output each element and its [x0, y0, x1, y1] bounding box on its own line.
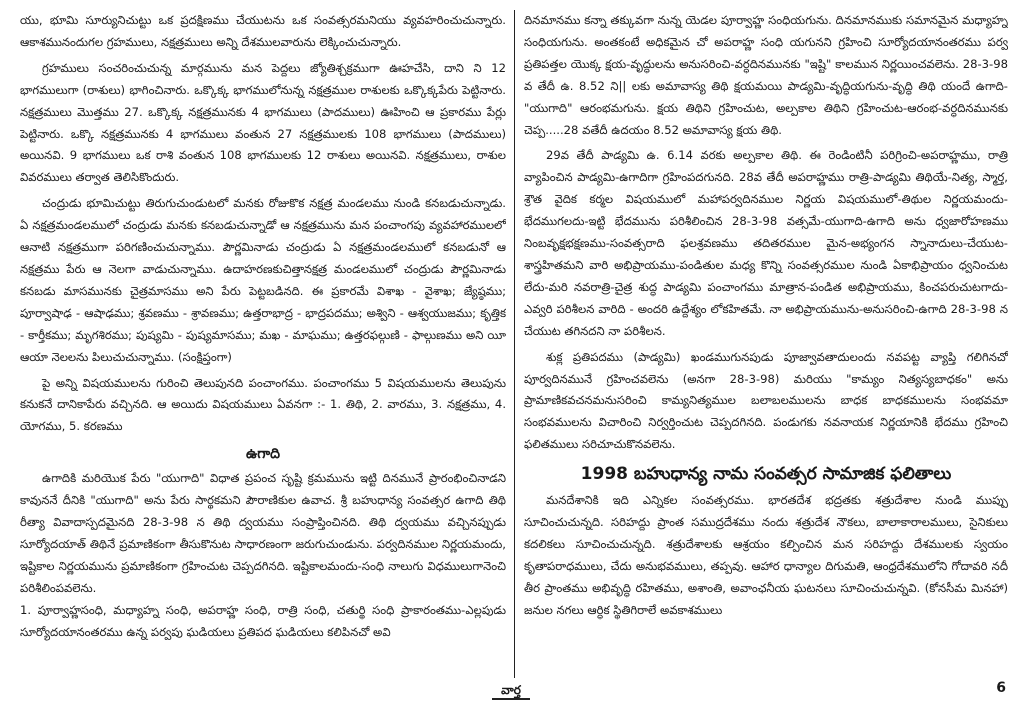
- publication-logo: వార్త: [492, 682, 530, 700]
- paragraph: దినమానము కన్నా తక్కువగా నున్న యెడల పూర్వాహ్ణ సంధియగును. దినమానముకు సమానమైన మధ్యాహ్న సంధియగును. అంతకంటే అధికమైన చో అపరాహ్ణ సంధి యగునని గ్రహించి సూర్యోదయానంతరము పర్వ ప్రతిపత్తల యొక్క క్షయ-వృద్ధులను అనుసరించి-వర్ధదినమునకు "ఇష్టి" కాలమున నిర్ణయించవలెను. 28-3-98 వ తేదీ ఉ. 8.52 ని|| లకు అమావాస్య తిథి క్షయమయి పాడ్యమి-వృద్ధియగును-వృద్ధి తిథి యందే ఉగాది-"యుగాది" ఆరంభమగును. క్షయ తిథిని గ్రహించుట, అల్పకాల తిథిని గ్రహించుట-ఆరంభ-వర్ధదినమునకు చెప్ప.....28 వతేదీ ఉదయం 8.52 అమావాస్య క్షయ తిథి.: [524, 13, 1008, 137]
- page-number: 6: [996, 680, 1006, 696]
- paragraph: యు, భూమి సూర్యునిచుట్టు ఒక ప్రదక్షిణము చేయుటను ఒక సంవత్సరమనియు వ్యవహరించుచున్నారు. ఆకాశమునందుగల గ్రహములు, నక్షత్రములు అన్ని దేశములవారును లెక్కించుచున్నారు.: [20, 13, 506, 49]
- paragraph: మనదేశానికి ఇది ఎన్నికల సంవత్సరము. భారతదేశ భద్రతకు శత్రుదేశాల నుండి ముప్పు సూచించుచున్నది. సరిహద్దు ప్రాంత సముద్రదేశము నందు శత్రుదేశ నౌకలు, బాలాకారాలములు, సైనికులు కదలికలు సూచించుచున్నది. శత్రుదేశాలకు ఆశ్రయం కల్పించిన మన సరిహద్దు దేశములకు స్వయం కృతాపరాధములు, చేదు అనుభవములు, తప్పవు. ఆహార ధాన్యాల దిగుమతి, ఆంధ్రదేశములోని గోదావరి నదీ తీర ప్రాంతము అభివృద్ధి రహితము, అశాంతి, అవాంఛనీయ ఘటనలు సూచించుచున్నవి. (కోనసీమ మినహా) జనుల నగలు ఆర్ధిక స్థితిగిరాలే అవకాశములు: [524, 493, 1008, 617]
- paragraph: 1. పూర్వాహ్ణసంధి, మధ్యాహ్న సంధి, అపరాహ్ణ సంధి, రాత్రి సంధి, చతుర్థి సంధి ప్రాకారంతము-ఎల్లపుడు సూర్యోదయానంతరము ఉన్న పర్వపు ఘడియలు ప్రతిపద ఘడియలు కలిపినచో అవి: [20, 602, 506, 639]
- section-heading: ఉగాది: [246, 446, 280, 463]
- left-column: [20, 10, 506, 678]
- paragraph: పై అన్ని విషయములను గురించి తెలుపునది పంచాంగము. పంచాంగము 5 విషయములను తెలుపును కనుకనే దానికాపేరు వచ్చినది. ఆ అయిదు విషయములు ఏవనగా :- 1. తిథి, 2. వారము, 3. నక్షత్రము, 4. యోగము, 5. కరణము: [20, 375, 506, 434]
- paragraph: శుక్ల ప్రతిపదము (పాడ్యమి) ఖండముగునపుడు పూజ్వావతాదులందు నవపట్ట వ్యాప్తి గలిగినచో పూర్వదినమునే గ్రహించవలెను (అనగా 28-3-98) మరియు "కామ్యం నిత్యస్యబాధకం" అను ప్రామాణికవచనమనుసరించి కామ్యనిత్యముల బలాబలములను బాధక బాధకములను సంభవమా సంభవములను విచారించి నిర్వర్తించుట చెప్పదగినది. పండుగకు నవనాయక నిర్ణయానికి భేదము గ్రహించి ఫలితములు సరిచూచుకొనవలెను.: [524, 349, 1008, 452]
- right-column: [524, 10, 1008, 678]
- paragraph: గ్రహములు సంచరించుచున్న మార్గమును మన పెద్దలు జ్యోతిశ్చక్రముగా ఊహచేసి, దాని ని 12 భాగములుగా (రాశులు) భాగించినారు. ఒక్కొక్క భాగములోనున్న నక్షత్రముల రాశులకు ఒక్కొక్కపేరు పెట్టినారు. నక్షత్రములు మొత్తము 27. ఒక్కొక్క నక్షత్రమునకు 4 భాగములు (పాదములు) ఊహించి ఆ ప్రకారము పేర్లు పెట్టినారు. ఒక్కొ నక్షత్రమునకు 4 భాగములు వంతున 27 నక్షత్రములకు 108 భాగములు (పాదములు) అయినవి. 9 భాగములు ఒక రాశి వంతున 108 భాగములకు 12 రాశులు అయినవి. నక్షత్రములు, రాశుల వివరములు తర్వాత తెలిసికొందురు.: [20, 60, 506, 185]
- paragraph: ఉగాదికి మరియొక పేరు "యుగాది" విధాత ప్రపంచ సృష్టి క్రమమును ఇట్టి దినమునే ప్రారంభించినాడని కావుననే దీనికి "యుగాది" అను పేరు సార్థకమని పౌరాణికుల ఉవాచ. శ్రీ బహుధాన్య సంవత్సర ఉగాది తిథి రీత్యా వివాదాస్పదమైనది 28-3-98 న తిథి ద్వయము సంప్రాప్తించినది. తిథి ద్వయము వచ్చినప్పుడు సూర్యోదయాత్ తిథినే ప్రమాణికంగా తీసుకొనుట సాధారణంగా జరుగుచుండును. పర్వదినముల నిర్ణయమందు, ఇష్టికాల నిర్ణయమును ప్రమాణికంగా గ్రహించుట చెప్పదగినది. ఇష్టికాలమందు-సంధి నాలుగు విధములుగానెంచి పరిశీలింపవలెను.: [20, 471, 506, 595]
- column-divider: [514, 10, 515, 678]
- section-heading: 1998 బహుధాన్య నామ సంవత్సర సామాజిక ఫలితాలు: [580, 464, 952, 485]
- paragraph: చంద్రుడు భూమిచుట్టు తిరుగుచుండుటలో మనకు రోజుకొక నక్షత్ర మండలము నుండి కనబడుచున్నాడు. ఏ నక్షత్రమండలములో చంద్రుడు మనకు కనబడుచున్నాడో ఆ నక్షత్రమును మన పంచాంగపు వ్యవహారములలో ఆనాటి నక్షత్రముగా పరిగణించుచున్నాము. పౌర్ణమినాడు చంద్రుడు ఏ నక్షత్రమండలములో కనబడునో ఆ నక్షత్రము పేరు ఆ నెలగా వాడుచున్నాము. ఉదాహరణకుచిత్తానక్షత్ర మండలములో చంద్రుడు పౌర్ణమినాడు కనబడు మాసమునకు చైత్రమాసము అని పేరు పెట్టబడినది. ఈ ప్రకారమే విశాఖ - వైశాఖ; జ్యేష్ఠము; పూర్వాషాఢ - ఆషాఢము; శ్రవణము - శ్రావణము; ఉత్తరాభాద్ర - భాద్రపదము; అశ్విని - ఆశ్వయుజము; కృత్తిక - కార్తీకము; మృగశిరము; పుష్యమి - పుష్యమాసము; మఖ - మాఘము; ఉత్తరఫల్గుణి - ఫాల్గుణము అని యీ ఆయా నెలలను పిలుచుచున్నాము. (సంక్షిప్తంగా): [20, 196, 506, 364]
- paragraph: 29వ తేదీ పాడ్యమి ఉ. 6.14 వరకు అల్పకాల తిథి. ఈ రెండింటినీ పరిగ్రించి-అపరాహ్ణము, రాత్రి వ్యాపించిన పాడ్యమి-ఉగాదిగా గ్రహింపదగునది. 28వ తేదీ అపరాహ్ణము రాత్రి-పాడ్యమి తిథియే-నిత్య, స్మార్త, శ్రౌత వైదిక కర్మల విషయములో మహాపర్వదినముల నిర్ణయ విషయములో-తిథుల నిర్ణయమందు-భేదముగలదు-ఇట్టి భేదమును పరిశీలించిన 28-3-98 వత్సమే-యుగాది-ఉగాది అను ధ్వజారోహణము నింబవృక్షభక్షణము-సంవత్సరాది ఫలశ్రవణము తదితరముల మైన-అభ్యంగన స్నానాదులు-చేయుట-శాస్త్రహితమని వారి అభిప్రాయము-పండితుల మధ్య కొన్ని సంవత్సరముల నుండి ఏకాభిప్రాయం ధ్వనించుట లేదు-మరి నవరాత్రి-చైత్ర శుద్ధ పాడ్యమి పంచాంగము మాత్రాన-పండిత అభిప్రాయము, కించపరుచుటగాదు-ఎవ్వరి పరిశీలన వారిది - అందరి ఉద్దేశ్యం లోకహితమే. నా అభిప్రాయమును-అనుసరించి-ఉగాది 28-3-98 న చేయుట తగినదని నా పరిశీలన.: [524, 148, 1008, 338]
